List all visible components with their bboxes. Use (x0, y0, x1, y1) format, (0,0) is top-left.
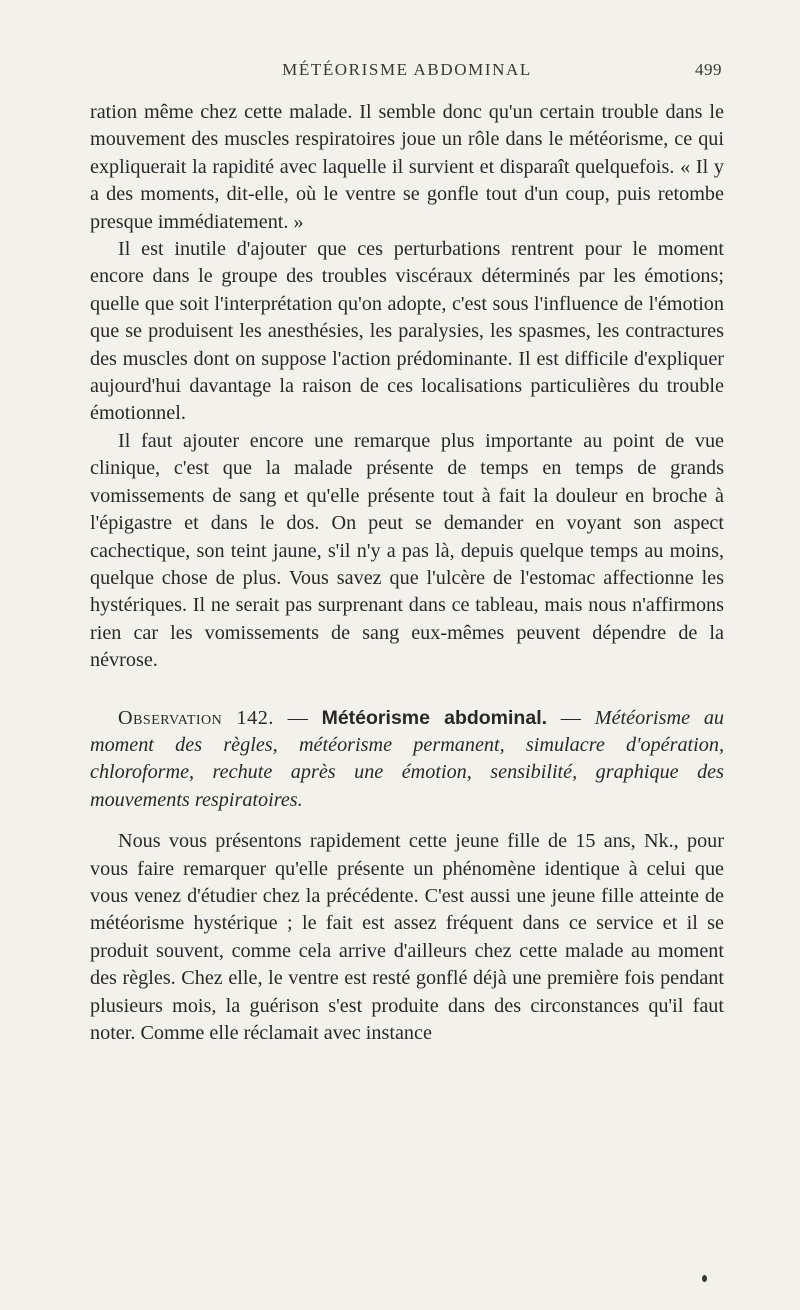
running-head (92, 60, 722, 86)
observation-dash-2: — (547, 706, 595, 729)
observation-subtitle: Météorisme au moment des règles, météorisme permanent, simulacre d'opération, chloroforme, rechute après une émotion, sensibilité, graphique des mouvements respiratoires. (90, 706, 725, 811)
paragraph-observation-body: Nous vous présentons rapidement cette jeune fille de 15 ans, Nk., pour vous faire remarquer qu'elle présente un phénomène identique à celui que vous venez d'étudier chez la précédente. C'est aussi une jeune fille atteinte de météorisme hystérique ; le fait est assez fréquent dans ce service et il se produit souvent, comme cela arrive d'ailleurs chez cette malade au moment des règles. Chez elle, le ventre est resté gonflé déjà une première fois pendant plusieurs mois, la guérison s'est produite dans des circonstances qu'il faut noter. Comme elle réclamait avec instance (90, 830, 724, 1044)
observation-label: Observation 142. (118, 706, 274, 729)
observation-heading (90, 705, 724, 815)
paragraph-continued: ration même chez cette malade. Il semble donc qu'un certain trouble dans le mouvement des muscles respiratoires joue un rôle dans le météorisme, ce qui expliquerait la rapidité avec laquelle il survient et disparaît quelquefois. « Il y a des moments, dit-elle, où le ventre se gonfle tout d'un coup, puis retombe presque immédiatement. » (90, 101, 724, 233)
paragraph-perturbations: Il est inutile d'ajouter que ces perturbations rentrent pour le moment encore dans le groupe des troubles viscéraux déterminés par les émotions; quelle que soit l'interprétation qu'on adopte, c'est sous l'influence de l'émotion que se produisent les anesthésies, les paralysies, les spasmes, les contractures des muscles dont on suppose l'action prédominante. Il est difficile d'expliquer aujourd'hui davantage la raison de ces localisations particulières du trouble émotionnel. (90, 238, 724, 425)
ink-speck (702, 1275, 707, 1282)
paragraph-clinical-remark: Il faut ajouter encore une remarque plus importante au point de vue clinique, c'est que la malade présente de temps en temps de grands vomissements de sang et qu'elle présente tout à fait la douleur en broche à l'épigastre et dans le dos. On peut se demander en voyant son aspect cachectique, son teint jaune, s'il n'y a pas là, depuis quelque temps au moins, quelque chose de plus. Vous savez que l'ulcère de l'estomac affectionne les hystériques. Il ne serait pas surprenant dans ce tableau, mais nous n'affirmons rien car les vomissements de sang eux-mêmes peuvent dépendre de la névrose. (90, 429, 724, 672)
page-number: 499 (695, 60, 722, 79)
section-gap (90, 675, 724, 705)
observation-title: Météorisme abdominal. (321, 706, 548, 729)
running-title: MÉTÉORISME ABDOMINAL (282, 60, 532, 79)
observation-dash: — (273, 706, 322, 729)
text-block (90, 99, 724, 1047)
